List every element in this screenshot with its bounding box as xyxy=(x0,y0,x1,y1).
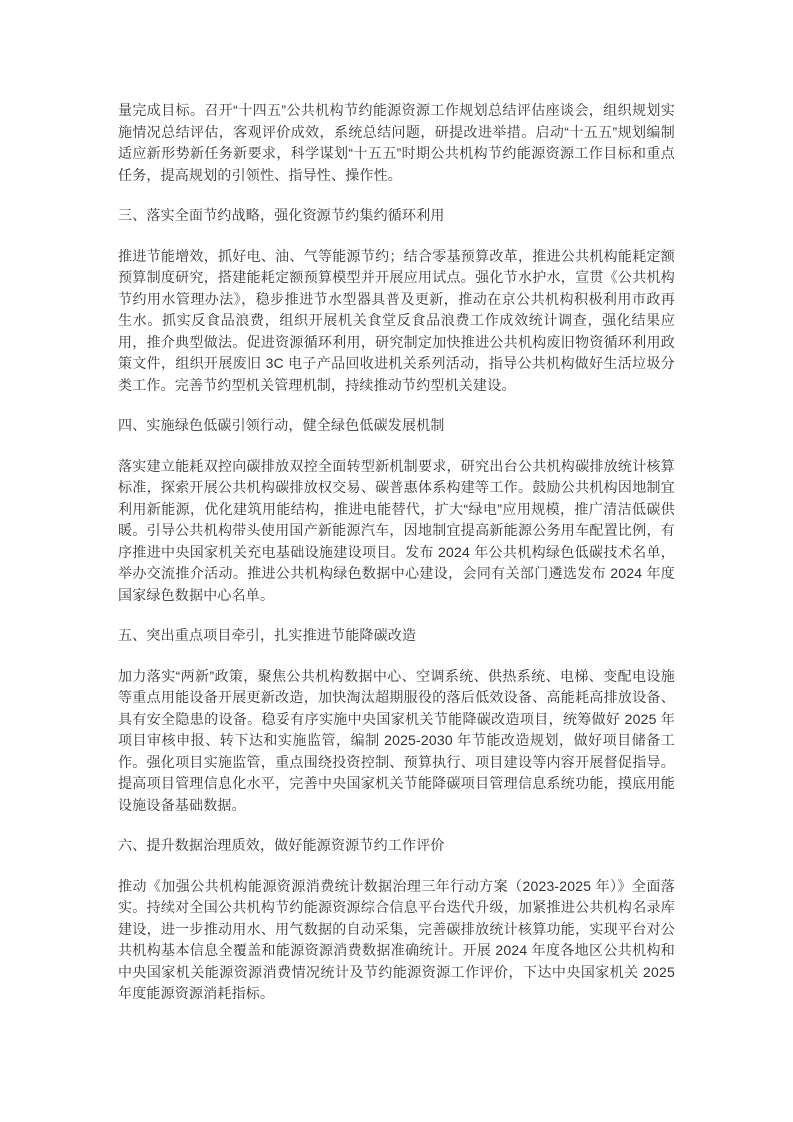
section-heading-three: 三、落实全面节约战略，强化资源节约集约循环利用 xyxy=(118,207,445,223)
paragraph-section-three: 推进节能增效，抓好电、油、气等能源节约；结合零基预算改革，推进公共机构能耗定额预算制度研究，搭建能耗定额预算模型并开展应用试点。强化节水护水，宣贯《公共机构节约用水管理办法》，稳步推进节水型器具普及更新，推动在京公共机构积极利用市政再生水。抓实反食品浪费，组织开展机关食堂反食品浪费工作成效统计调查，强化结果应用，推介典型做法。促进资源循环利用，研究制定加快推进公共机构废旧物资循环利用政策文件，组织开展废旧 3C 电子产品回收进机关系列活动，指导公共机构做好生活垃圾分类工作。完善节约型机关管理机制，持续推动节约型机关建设。 xyxy=(118,247,675,393)
paragraph-section-six: 推动《加强公共机构能源资源消费统计数据治理三年行动方案（2023-2025 年）》全面落实。持续对全国公共机构节约能源资源综合信息平台迭代升级，加紧推进公共机构名录库建设，进一步推动用水、用气数据的自动采集，完善碳排放统计核算功能，实现平台对公共机构基本信息全覆盖和能源资源消费数据准确统计。开展 2024 年度各地区公共机构和中央国家机关能源资源消费情况统计及节约能源资源工作评价，下达中央国家机关 2025 年度能源资源消耗指标。 xyxy=(118,877,675,1001)
paragraph-continued: 量完成目标。召开“十四五”公共机构节约能源资源工作规划总结评估座谈会，组织规划实施情况总结评估，客观评价成效，系统总结问题，研提改进举措。启动“十五五”规划编制适应新形势新任务新要求，科学谋划“十五五”时期公共机构节约能源资源工作目标和重点任务，提高规划的引领性、指导性、操作性。 xyxy=(118,102,675,183)
section-heading-five: 五、突出重点项目牵引，扎实推进节能降碳改造 xyxy=(118,627,417,643)
section-heading-four: 四、实施绿色低碳引领行动，健全绿色低碳发展机制 xyxy=(118,417,445,433)
document-content xyxy=(118,0,675,1005)
paragraph-section-five: 加力落实“两新”政策，聚焦公共机构数据中心、空调系统、供热系统、电梯、变配电设施等重点用能设备开展更新改造，加快淘汰超期服役的落后低效设备、高能耗高排放设备、具有安全隐患的设备。稳妥有序实施中央国家机关节能降碳改造项目，统筹做好 2025 年项目审核申报、转下达和实施监管，编制 2025-2030 年节能改造规划，做好项目储备工作。强化项目实施监管，重点围绕投资控制、预算执行、项目建设等内容开展督促指导。提高项目管理信息化水平，完善中央国家机关节能降碳项目管理信息系统功能，摸底用能设施设备基础数据。 xyxy=(118,667,675,813)
section-heading-six: 六、提升数据治理质效，做好能源资源节约工作评价 xyxy=(118,837,445,853)
paragraph-section-four: 落实建立能耗双控向碳排放双控全面转型新机制要求，研究出台公共机构碳排放统计核算标准，探索开展公共机构碳排放权交易、碳普惠体系构建等工作。鼓励公共机构因地制宜利用新能源，优化建筑用能结构，推进电能替代，扩大“绿电”应用规模，推广清洁低碳供暖。引导公共机构带头使用国产新能源汽车，因地制宜提高新能源公务用车配置比例，有序推进中央国家机关充电基础设施建设项目。发布 2024 年公共机构绿色低碳技术名单，举办交流推介活动。推进公共机构绿色数据中心建设，会同有关部门遴选发布 2024 年度国家绿色数据中心名单。 xyxy=(118,457,675,603)
